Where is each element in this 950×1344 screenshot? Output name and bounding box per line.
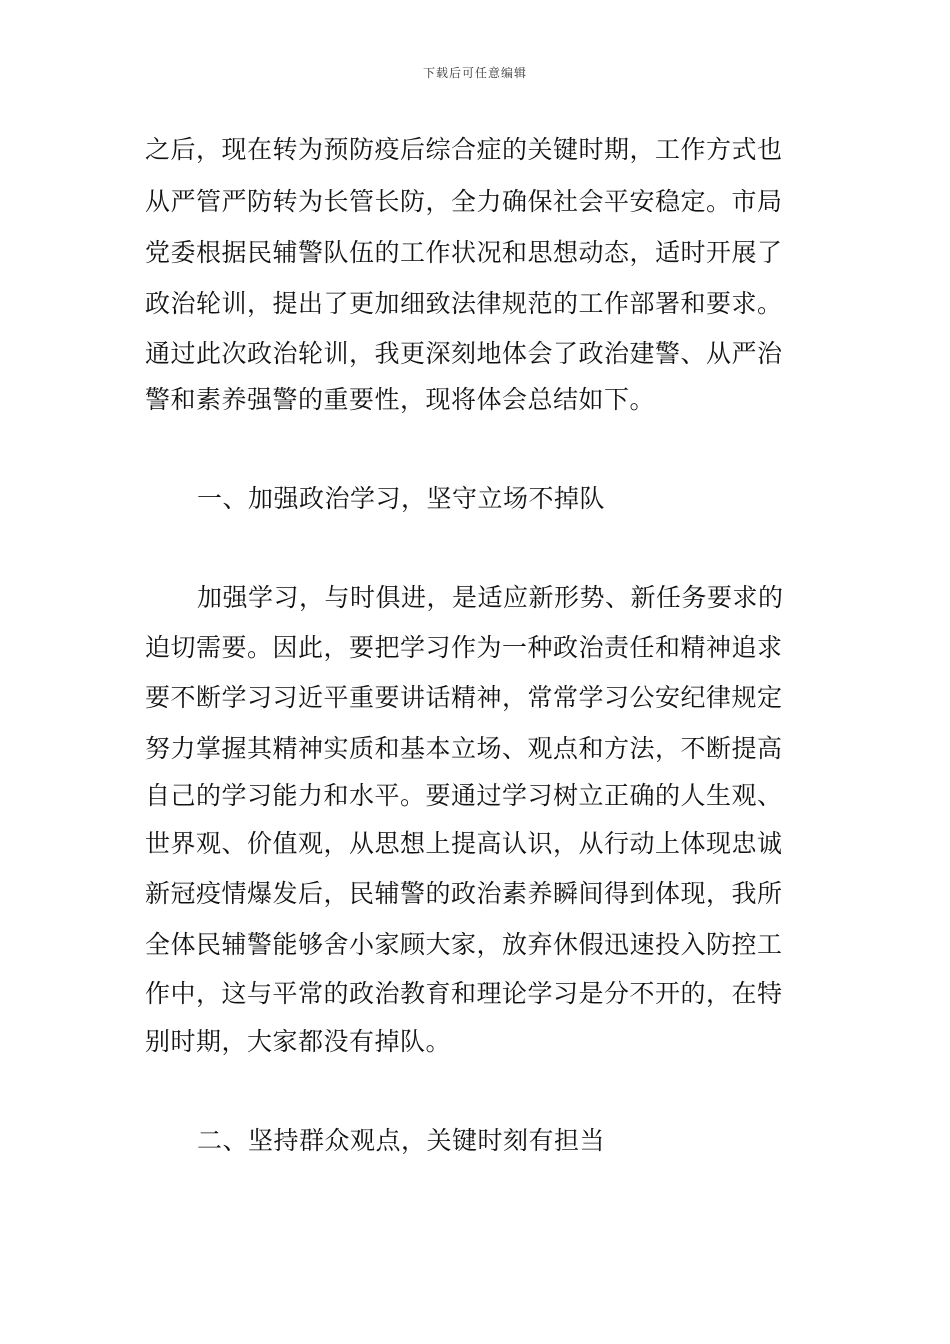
text-line: 之后，现在转为预防疫后综合症的关键时期，工作方式也 <box>145 135 783 164</box>
section-heading-2: 二、坚持群众观点，关键时刻有担当 <box>197 1126 606 1155</box>
text-line: 努力掌握其精神实质和基本立场、观点和方法，不断提高 <box>145 734 783 763</box>
text-line: 全体民辅警能够舍小家顾大家，放弃休假迅速投入防控工 <box>145 930 783 959</box>
text-line: 新冠疫情爆发后，民辅警的政治素养瞬间得到体现，我所 <box>145 879 783 908</box>
text-line: 从严管严防转为长管长防，全力确保社会平安稳定。市局 <box>145 187 783 216</box>
text-line: 加强学习，与时俱进，是适应新形势、新任务要求的 <box>197 583 784 612</box>
text-line: 自己的学习能力和水平。要通过学习树立正确的人生观、 <box>145 781 783 810</box>
text-line: 通过此次政治轮训，我更深刻地体会了政治建警、从严治 <box>145 339 783 368</box>
text-line: 警和素养强警的重要性，现将体会总结如下。 <box>145 385 656 414</box>
text-line: 党委根据民辅警队伍的工作状况和思想动态，适时开展了 <box>145 238 783 267</box>
text-line: 要不断学习习近平重要讲话精神，常常学习公安纪律规定 <box>145 683 783 712</box>
page-header: 下载后可任意编辑 <box>422 66 527 80</box>
section-heading-1: 一、加强政治学习，坚守立场不掉队 <box>197 484 606 513</box>
text-line: 迫切需要。因此，要把学习作为一种政治责任和精神追求 <box>145 633 783 662</box>
text-line: 别时期，大家都没有掉队。 <box>145 1027 452 1056</box>
text-line: 政治轮训，提出了更加细致法律规范的工作部署和要求。 <box>145 289 783 318</box>
text-line: 世界观、价值观，从思想上提高认识，从行动上体现忠诚 <box>145 829 783 858</box>
text-line: 作中，这与平常的政治教育和理论学习是分不开的，在特 <box>145 979 783 1008</box>
